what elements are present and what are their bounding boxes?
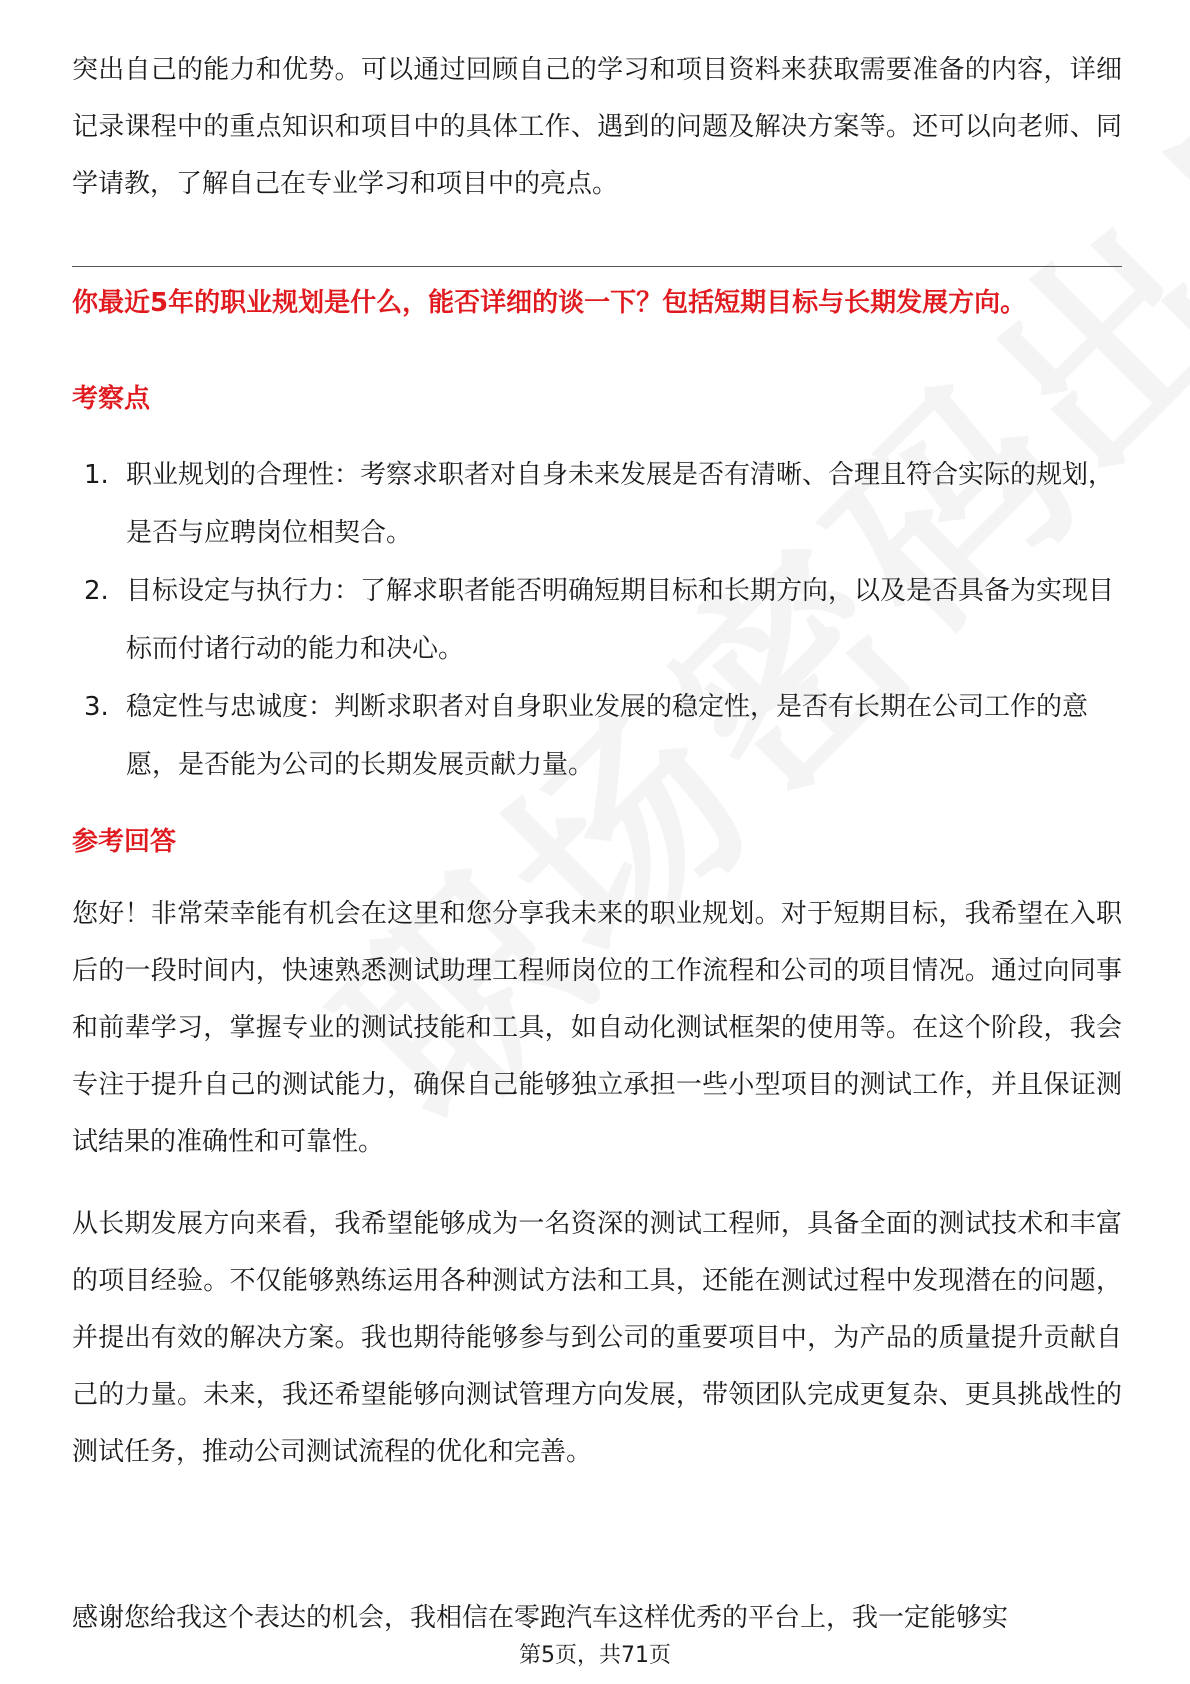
- points-list: [72, 446, 1122, 794]
- answer-paragraph: 从长期发展方向来看，我希望能够成为一名资深的测试工程师，具备全面的测试技术和丰富的项目经验。不仅能够熟练运用各种测试方法和工具，还能在测试过程中发现潜在的问题，并提出有效的解决方案。我也期待能够参与到公司的重要项目中，为产品的质量提升贡献自己的力量。未来，我还希望能够向测试管理方向发展，带领团队完成更复杂、更具挑战性的测试任务，推动公司测试流程的优化和完善。: [72, 1209, 1122, 1467]
- list-item-text: 目标设定与执行力：了解求职者能否明确短期目标和长期方向，以及是否具备为实现目标而付诸行动的能力和决心。: [126, 576, 1115, 664]
- list-item-text: 稳定性与忠诚度：判断求职者对自身职业发展的稳定性，是否有长期在公司工作的意愿，是否能为公司的长期发展贡献力量。: [126, 692, 1089, 780]
- page-footer: 第5页，共71页: [519, 1643, 671, 1668]
- list-item: [72, 446, 1122, 562]
- list-item-number: 2.: [84, 576, 109, 606]
- list-item-text: 职业规划的合理性：考察求职者对自身未来发展是否有清晰、合理且符合实际的规划，是否与应聘岗位相契合。: [126, 460, 1115, 548]
- intro-paragraph: 突出自己的能力和优势。可以通过回顾自己的学习和项目资料来获取需要准备的内容，详细记录课程中的重点知识和项目中的具体工作、遇到的问题及解决方案等。还可以向老师、同学请教，了解自己在专业学习和项目中的亮点。: [72, 55, 1122, 199]
- answer-heading: 参考回答: [72, 827, 177, 857]
- points-heading: 考察点: [72, 384, 151, 414]
- section-divider: [72, 266, 1122, 267]
- list-item: [72, 562, 1122, 678]
- question-heading: 你最近5年的职业规划是什么，能否详细的谈一下？包括短期目标与长期发展方向。: [72, 288, 1027, 318]
- list-item: [72, 678, 1122, 794]
- list-item-number: 1.: [84, 460, 109, 490]
- list-item-number: 3.: [84, 692, 109, 722]
- answer-paragraph: 感谢您给我这个表达的机会，我相信在零跑汽车这样优秀的平台上，我一定能够实: [72, 1603, 1009, 1633]
- answer-paragraph: 您好！非常荣幸能有机会在这里和您分享我未来的职业规划。对于短期目标，我希望在入职后的一段时间内，快速熟悉测试助理工程师岗位的工作流程和公司的项目情况。通过向同事和前辈学习，掌握专业的测试技能和工具，如自动化测试框架的使用等。在这个阶段，我会专注于提升自己的测试能力，确保自己能够独立承担一些小型项目的测试工作，并且保证测试结果的准确性和可靠性。: [72, 899, 1122, 1157]
